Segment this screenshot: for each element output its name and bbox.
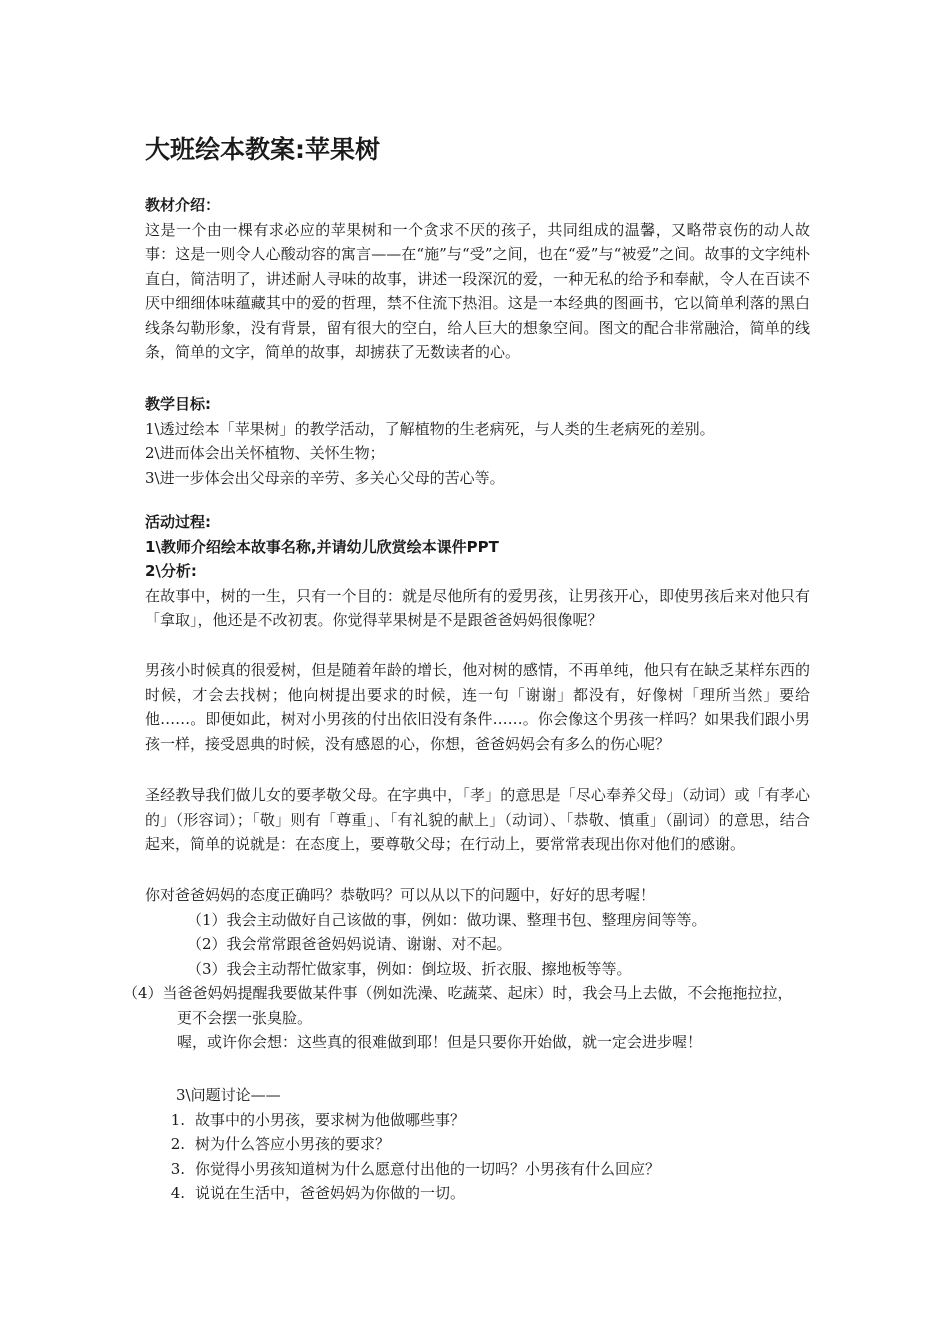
analysis-paragraph-1: 在故事中，树的一生，只有一个目的：就是尽他所有的爱男孩，让男孩开心，即使男孩后来对他只有「拿取」，他还是不改初衷。你觉得苹果树是不是跟爸爸妈妈很像呢？ [145, 586, 810, 629]
list-item: 2. 树为什么答应小男孩的要求？ [170, 1135, 391, 1153]
list-item: 3. 你觉得小男孩知道树为什么愿意付出他的一切吗？小男孩有什么回应？ [170, 1159, 661, 1178]
reflection-section [123, 883, 810, 1055]
process-step-3: 3\问题讨论—— [176, 1086, 281, 1104]
reflection-item-1: （1）我会主动做好自己该做的事，例如：做功课、整理书包、整理房间等等。 [187, 910, 707, 929]
list-item: 1. 故事中的小男孩，要求树为他做哪些事？ [170, 1110, 466, 1129]
reflection-item-2: （2）我会常常跟爸爸妈妈说请、谢谢、对不起。 [187, 935, 512, 953]
discussion-question-list [145, 1108, 841, 1206]
materials-heading: 教材介绍： [145, 196, 221, 214]
encouragement-text: 喔，或许你会想：这些真的很难做到耶！但是只要你开始做，就一定会进步喔！ [177, 1033, 703, 1051]
process-section [145, 510, 810, 633]
process-step-2: 2\分析: [145, 562, 197, 580]
process-step-1: 1\教师介绍绘本故事名称,并请幼儿欣赏绘本课件PPT [145, 537, 499, 556]
goals-section [145, 392, 810, 490]
materials-section [145, 193, 810, 365]
reflection-item-4: （4）当爸爸妈妈提醒我要做某件事（例如洗澡、吃蔬菜、起床）时，我会马上去做，不会拖拖拉拉， [123, 984, 793, 1002]
discussion-section [170, 1083, 841, 1206]
analysis-paragraph-2: 男孩小时候真的很爱树，但是随着年龄的增长，他对树的感情，不再单纯，他只有在缺乏某样东西的时候，才会去找树；他向树提出要求的时候，连一句「谢谢」都没有，好像树「理所当然」要给他……。即便如此，树对小男孩的付出依旧没有条件……。你会像这个男孩一样吗？如果我们跟小男孩一样，接受恩典的时候，没有感恩的心，你想，爸爸妈妈会有多么的伤心呢？ [145, 661, 810, 753]
goal-item-1: 1\透过绘本「苹果树」的教学活动，了解植物的生老病死，与人类的生老病死的差别。 [145, 419, 715, 438]
analysis-paragraph-3: 圣经教导我们做儿女的要孝敬父母。在字典中，「孝」的意思是「尽心奉养父母」（动词）或「有孝心的」（形容词）；「敬」则有「尊重」、「有礼貌的献上」（动词）、「恭敬、慎重」（副词）的意思，结合起来，简单的说就是：在态度上，要尊敬父母；在行动上，要常常表现出你对他们的感谢。 [145, 786, 810, 853]
materials-paragraph: 这是一个由一棵有求必应的苹果树和一个贪求不厌的孩子，共同组成的温馨，又略带哀伤的动人故事：这是一则令人心酸动容的寓言——在“施”与“受”之间，也在“爱”与“被爱”之间。故事的文字纯朴直白，简洁明了，讲述耐人寻味的故事，讲述一段深沉的爱，一种无私的给予和奉献，令人在百读不厌中细细体味蕴藏其中的爱的哲理，禁不住流下热泪。这是一本经典的图画书，它以简单利落的黑白线条勾勒形象，没有背景，留有很大的空白，给人巨大的想象空间。图文的配合非常融洽，简单的线条，简单的文字，简单的故事，却掳获了无数读者的心。 [145, 220, 810, 361]
reflection-item-3: （3）我会主动帮忙做家事，例如：倒垃圾、折衣服、擦地板等等。 [187, 959, 632, 978]
goals-heading: 教学目标: [145, 395, 211, 413]
process-heading: 活动过程: [145, 513, 211, 531]
page-title: 大班绘本教案:苹果树 [145, 135, 380, 164]
list-item: 4. 说说在生活中，爸爸妈妈为你做的一切。 [170, 1184, 466, 1202]
goal-item-2: 2\进而体会出关怀植物、关怀生物； [145, 444, 385, 462]
reflection-item-4-cont: 更不会摆一张臭脸。 [177, 1008, 313, 1027]
goal-item-3: 3\进一步体会出父母亲的辛劳、多关心父母的苦心等。 [145, 468, 505, 487]
reflection-intro: 你对爸爸妈妈的态度正确吗？恭敬吗？可以从以下的问题中，好好的思考喔！ [145, 886, 656, 904]
